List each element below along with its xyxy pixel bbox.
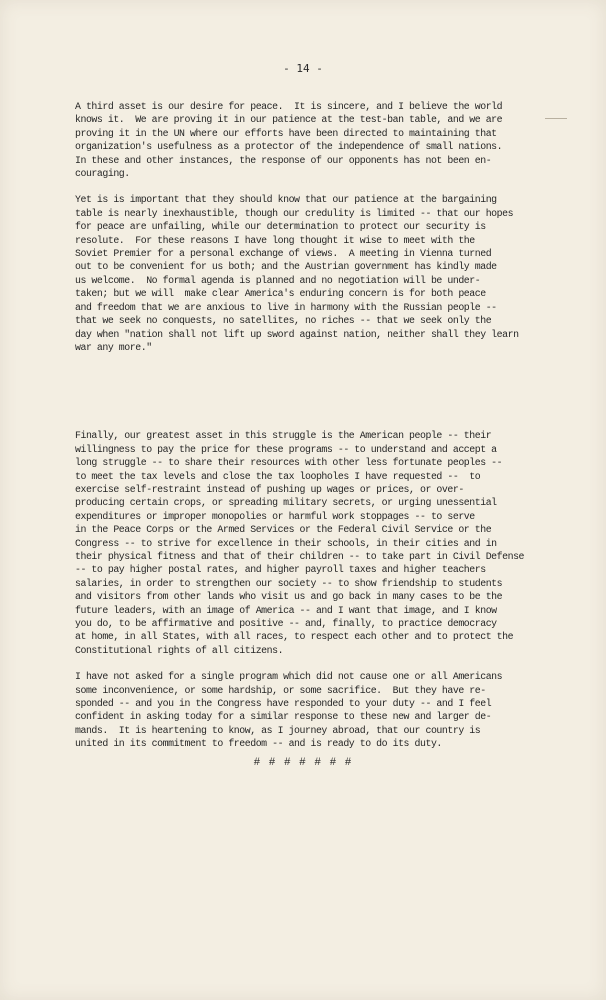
text-line: at home, in all States, with all races, to respect each other and to protect the (75, 631, 514, 643)
text-line: exercise self-restraint instead of pushing up wages or prices, or over- (75, 483, 464, 495)
text-line: out to be convenient for us both; and the Austrian government has kindly made (75, 261, 497, 273)
text-line: A third asset is our desire for peace. It is sincere, and I believe the world (75, 101, 503, 112)
text-line: producing certain crops, or spreading military secrets, or urging unessential (75, 497, 497, 509)
text-line: for peace are unfailing, while our determination to protect our security is (75, 221, 486, 233)
text-line: table is nearly inexhaustible, though our credulity is limited -- that our hopes (75, 207, 514, 219)
text-line: sponded -- and you in the Congress have responded to your duty -- and I feel (75, 698, 492, 710)
text-line: future leaders, with an image of America -- and I want that image, and I know (75, 604, 497, 616)
paragraph-closing (75, 670, 540, 750)
text-line: that we seek no conquests, no satellites, no riches -- that we seek only the (75, 315, 492, 327)
text-line: long struggle -- to share their resources with other less fortunate peoples -- (75, 457, 503, 469)
text-line: in the Peace Corps or the Armed Services or the Federal Civil Service or the (75, 524, 492, 536)
text-line: Congress -- to strive for excellence in their schools, in their cities and in (75, 537, 497, 549)
margin-mark (545, 118, 567, 119)
end-of-document-mark: # # # # # # # (253, 757, 353, 769)
text-line: willingness to pay the price for these programs -- to understand and accept a (75, 443, 497, 455)
text-line: some inconvenience, or some hardship, or some sacrifice. But they have re- (75, 684, 486, 696)
text-line: -- to pay higher postal rates, and higher payroll taxes and higher teachers (75, 564, 486, 576)
section-gap (75, 367, 540, 429)
text-line: you do, to be affirmative and positive -- and, finally, to practice democracy (75, 618, 497, 629)
text-line: organization's usefulness as a protector of the independence of small nations. (75, 141, 503, 153)
paragraph-peace (75, 100, 540, 180)
text-line: day when "nation shall not lift up sword against nation, neither shall they learn (75, 328, 519, 340)
text-line: resolute. For these reasons I have long thought it wise to meet with the (75, 234, 475, 246)
text-line: In these and other instances, the response of our opponents has not been en- (75, 154, 492, 166)
text-line: Soviet Premier for a personal exchange of views. A meeting in Vienna turned (75, 248, 492, 260)
text-line: united in its commitment to freedom -- and is ready to do its duty. (75, 738, 442, 750)
text-line: I have not asked for a single program which did not cause one or all Americans (75, 671, 503, 683)
paragraph-vienna (75, 193, 540, 354)
text-line: Yet is is important that they should know that our patience at the bargaining (75, 194, 497, 206)
text-line: couraging. (75, 168, 130, 180)
document-body (75, 100, 540, 764)
text-line: and visitors from other lands who visit us and go back in many cases to be the (75, 591, 503, 603)
paragraph-american-people (75, 429, 540, 657)
text-line: confident in asking today for a similar response to these new and larger de- (75, 711, 492, 723)
text-line: proving it in the UN where our efforts have been directed to maintaining that (75, 127, 497, 139)
text-line: Constitutional rights of all citizens. (75, 644, 284, 656)
text-line: war any more." (75, 341, 152, 353)
text-line: knows it. We are proving it in our patience at the test-ban table, and we are (75, 114, 503, 126)
text-line: to meet the tax levels and close the tax loopholes I have requested -- to (75, 470, 481, 482)
text-line: expenditures or improper monopolies or harmful work stoppages -- to serve (75, 510, 475, 522)
text-line: salaries, in order to strengthen our society -- to show friendship to students (75, 577, 503, 589)
text-line: and freedom that we are anxious to live in harmony with the Russian people -- (75, 301, 497, 313)
text-line: taken; but we will make clear America's enduring concern is for both peace (75, 288, 486, 300)
text-line: us welcome. No formal agenda is planned and no negotiation will be under- (75, 274, 481, 286)
text-line: Finally, our greatest asset in this struggle is the American people -- their (75, 430, 492, 442)
text-line: their physical fitness and that of their children -- to take part in Civil Defense (75, 550, 525, 562)
page-number: - 14 - (283, 62, 323, 75)
text-line: mands. It is heartening to know, as I journey abroad, that our country is (75, 724, 481, 736)
